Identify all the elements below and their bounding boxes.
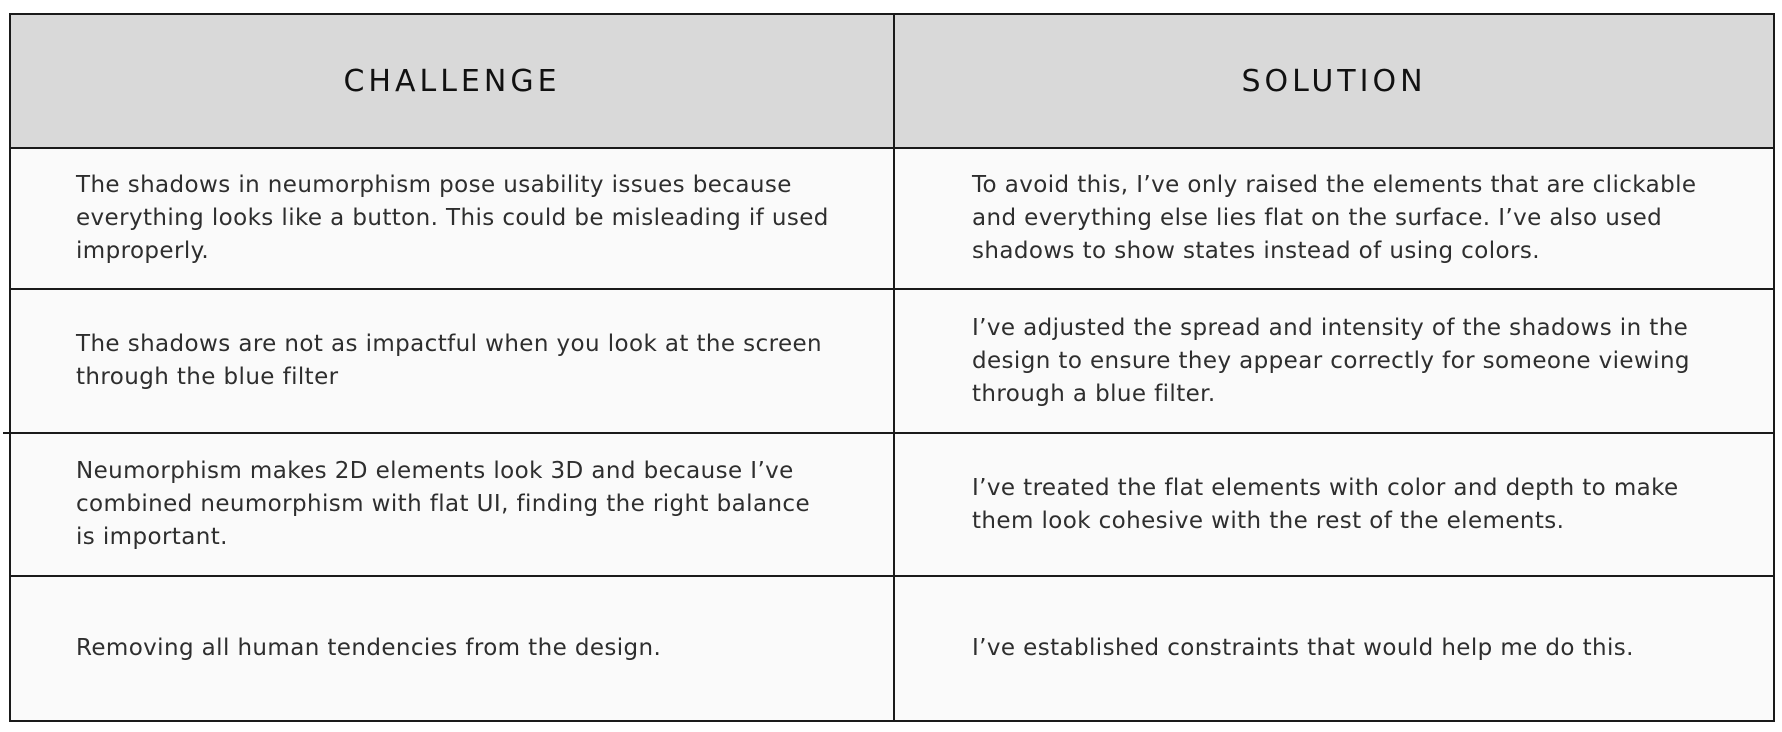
solution-column-header: SOLUTION: [894, 14, 1774, 148]
solution-cell: I’ve established constraints that would help me do this.: [894, 576, 1774, 721]
solution-cell: To avoid this, I’ve only raised the elements that are clickable and everything else lies flat on the surface. I’ve also used shadows to show states instead of using colors.: [894, 148, 1774, 289]
table-body: [10, 148, 1774, 721]
challenge-solution-table: [9, 13, 1775, 722]
row-divider-tick-mark: [3, 432, 11, 434]
table-row: [10, 148, 1774, 289]
table-header: [10, 14, 1774, 148]
challenge-cell: Removing all human tendencies from the design.: [10, 576, 894, 721]
challenge-solution-table-container: [9, 13, 1773, 719]
solution-cell: I’ve adjusted the spread and intensity of the shadows in the design to ensure they appear correctly for someone viewing through a blue filter.: [894, 289, 1774, 433]
solution-cell: I’ve treated the flat elements with color and depth to make them look cohesive with the rest of the elements.: [894, 433, 1774, 576]
challenge-cell: The shadows are not as impactful when you look at the screen through the blue filter: [10, 289, 894, 433]
table-row: [10, 576, 1774, 721]
challenge-cell: The shadows in neumorphism pose usability issues because everything looks like a button. This could be misleading if used improperly.: [10, 148, 894, 289]
table-row: [10, 433, 1774, 576]
header-row: [10, 14, 1774, 148]
challenge-column-header: CHALLENGE: [10, 14, 894, 148]
challenge-cell: Neumorphism makes 2D elements look 3D and because I’ve combined neumorphism with flat UI, finding the right balance is important.: [10, 433, 894, 576]
table-row: [10, 289, 1774, 433]
